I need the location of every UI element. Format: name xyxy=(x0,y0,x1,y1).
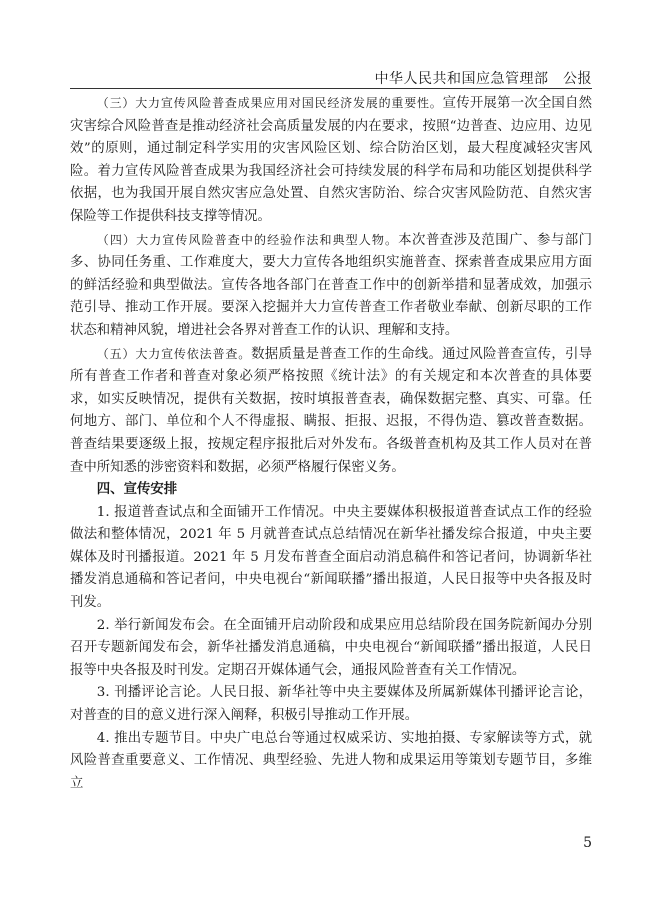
list-item-report-pilot: 1. 报道普查试点和全面铺开工作情况。中央主要媒体积极报道普查试点工作的经验做法和整体情况，2021 年 5 月就普查试点总结情况在新华社播发综合报道，中央主要媒体及时刊播报道。2021 年 5 月发布普查全面启动消息稿件和答记者问，协调新华社播发消息通稿和答记者问，中央电视台“新闻联播”播出报道，人民日报等中央各报及时刊发。 xyxy=(70,504,592,611)
section-heading: 四、宣传安排 xyxy=(96,482,178,498)
paragraph-lead: （五）大力宣传依法普查。 xyxy=(96,346,252,361)
paragraph-publicity-economic-importance xyxy=(70,92,592,229)
paragraph-lead: （三）大力宣传风险普查成果应用对国民经济发展的重要性。 xyxy=(96,96,443,110)
paragraph-text: 本次普查涉及范围广、参与部门多、协同任务重、工作难度大，要大力宣传各地组织实施普查、探索普查成果应用方面的鲜活经验和典型做法。宣传各地各部门在普查工作中的创新举措和显著成效，加强示范引导、推动工作开展。要深入挖掘并大力宣传普查工作者敬业奉献、创新尽职的工作状态和精神风貌，增进社会各界对普查工作的认识、理解和支持。 xyxy=(70,232,593,338)
paragraph-lead: （四）大力宣传风险普查中的经验作法和典型人物。 xyxy=(96,232,399,247)
paragraph-publicity-legal-census xyxy=(70,343,592,480)
paragraph-text: 宣传开展第一次全国自然灾害综合风险普查是推动经济社会高质量发展的内在要求，按照“边普查、边应用、边见效”的原则，通过制定科学实用的灾害风险区划、综合防治区划，最大程度减轻灾害风险。着力宣传风险普查成果为我国经济社会可持续发展的科学布局和功能区划提供科学依据，也为我国开展自然灾害应急处置、自然灾害防治、综合灾害风险防范、自然灾害保险等工作提供科技支撑等情况。 xyxy=(70,96,593,224)
list-item-special-programs: 4. 推出专题节目。中央广电总台等通过权威采访、实地拍摄、专家解读等方式，就风险普查重要意义、工作情况、典型经验、先进人物和成果运用等策划专题节目，多维立 xyxy=(70,730,592,791)
page-header: 中华人民共和国应急管理部 公报 xyxy=(374,71,592,87)
list-item-press-conference: 2. 举行新闻发布会。在全面铺开启动阶段和成果应用总结阶段在国务院新闻办分别召开专题新闻发布会，新华社播发消息通稿，中央电视台“新闻联播”播出报道，人民日报等中央各报及时刊发。定期召开媒体通气会，通报风险普查有关工作情况。 xyxy=(70,617,592,678)
paragraph-text: 数据质量是普查工作的生命线。通过风险普查宣传，引导所有普查工作者和普查对象必须严格按照《统计法》的有关规定和本次普查的具体要求，如实反映情况，提供有关数据，按时填报普查表，确保数据完整、真实、可靠。任何地方、部门、单位和个人不得虚报、瞒报、拒报、迟报，不得伪造、篡改普查数据。普查结果要逐级上报，按规定程序报批后对外发布。各级普查机构及其工作人员对在普查中所知悉的涉密资料和数据，必须严格履行保密义务。 xyxy=(70,346,592,475)
document-body xyxy=(70,92,592,795)
page-number: 5 xyxy=(583,835,592,851)
paragraph-publicity-experience xyxy=(70,229,592,343)
list-item-commentary: 3. 刊播评论言论。人民日报、新华社等中央主要媒体及所属新媒体刊播评论言论，对普查的目的意义进行深入阐释，积极引导推动工作开展。 xyxy=(70,685,592,724)
header-rule xyxy=(70,88,592,89)
